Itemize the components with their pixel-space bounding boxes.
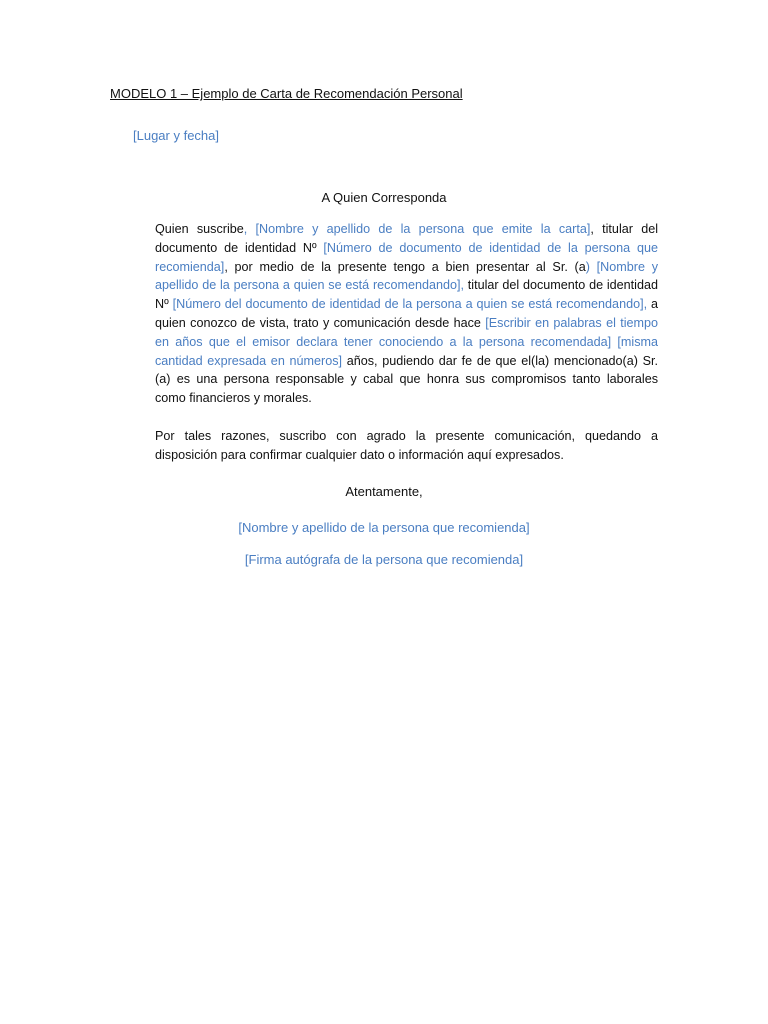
signature-placeholder: [Firma autógrafa de la persona que recomienda] [244,552,524,567]
body-text: Quien suscribe [155,222,244,236]
body-text: , por medio de la presente tengo a bien presentar al Sr. (a [224,259,586,274]
place-date-placeholder: [Lugar y fecha] [133,128,219,143]
body-text: , titular del documento de identidad Nº [155,222,659,255]
document-title: MODELO 1 – Ejemplo de Carta de Recomendación Personal [110,86,463,101]
placeholder-issuer-name: , [Nombre y apellido de la persona que emite la carta] [243,222,591,236]
body-paragraph-2: Por tales razones, suscribo con agrado la presente comunicación, quedando a disposición para confirmar cualquier dato o información aquí expresados. [155,429,658,462]
salutation: A Quien Corresponda [321,190,447,205]
placeholder-years-known: [Escribir en palabras el tiempo en años que el emisor declara tener conociendo a la persona recomendada] [misma cantidad expresada en números] [155,315,659,368]
placeholder-recommended-name: ) [Nombre y apellido de la persona a quien se está recomendando], [155,259,658,293]
body-paragraph-1 [155,220,658,408]
signature-name-placeholder: [Nombre y apellido de la persona que recomienda] [238,520,530,535]
body-text: a quien conozco de vista, trato y comunicación desde hace [155,297,658,330]
placeholder-issuer-id: [Número de documento de identidad de la persona que recomienda] [155,240,658,274]
body-text: titular del documento de identidad Nº [155,278,658,312]
placeholder-recommended-id: [Número del documento de identidad de la persona a quien se está recomendando], [172,297,648,312]
closing: Atentamente, [345,484,423,499]
body-text: años, pudiendo dar fe de que el(la) mencionado(a) Sr.(a) es una persona responsable y cabal que honra sus compromisos tanto laborales como financieros y morales. [155,353,658,406]
